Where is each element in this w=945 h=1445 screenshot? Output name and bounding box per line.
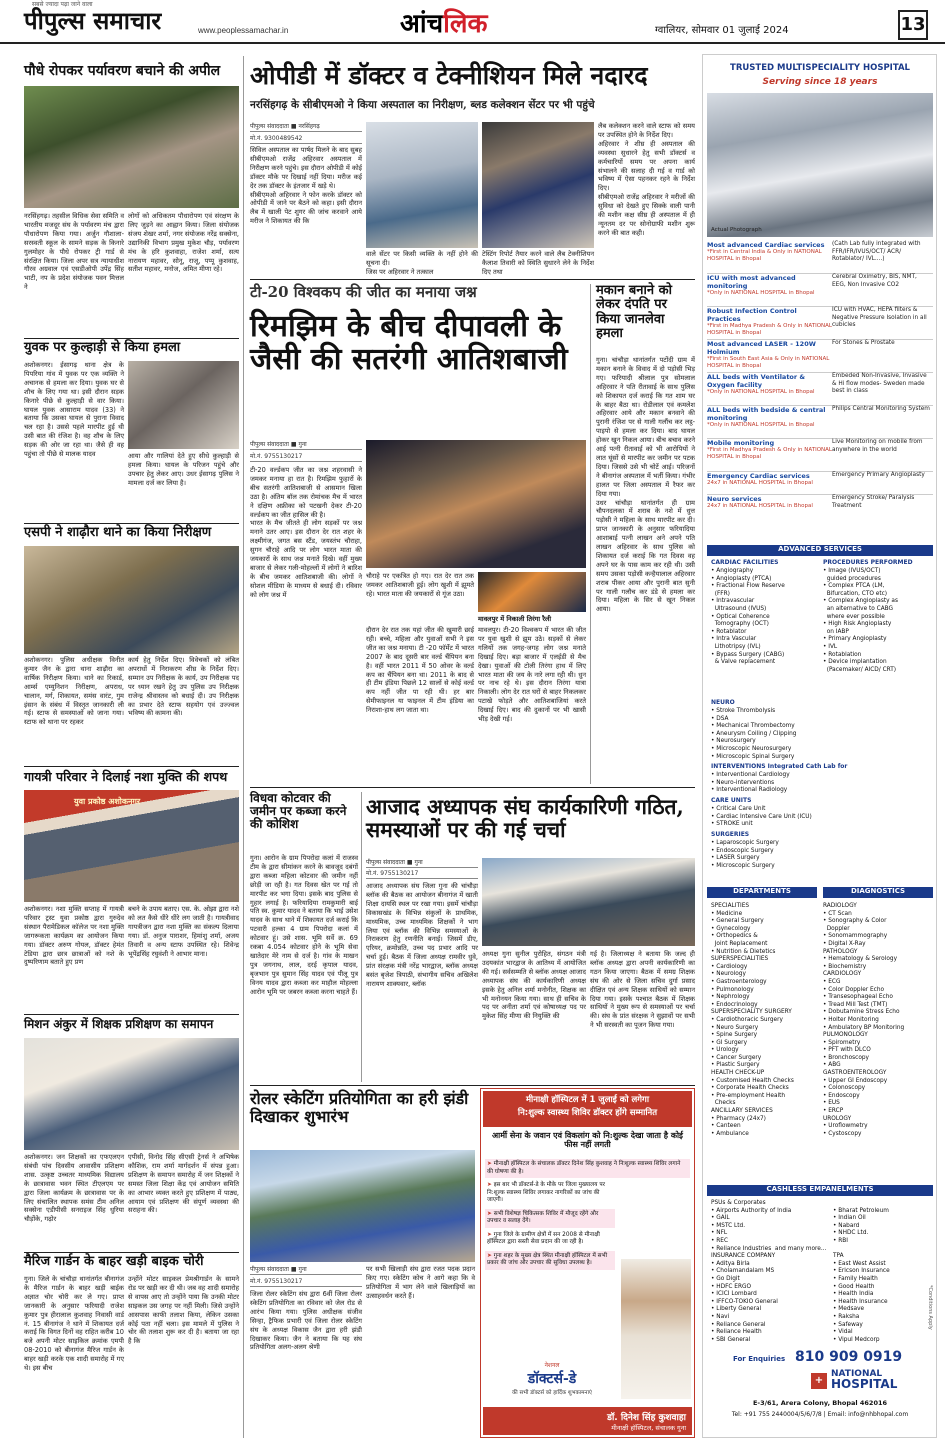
feature-desc: Live Monitoring on mobile from anywhere in the world: [832, 439, 923, 453]
address: E-3/61, Arera Colony, Bhopal 462016: [752, 1399, 888, 1407]
diagnostics-heading: DIAGNOSTICS: [823, 887, 933, 898]
feature-row: [707, 373, 933, 406]
point-text: सभी विशेषज्ञ चिकित्सक शिविर में मौजूद रहेंगे और उपचार व सलाह देंगे।: [487, 1210, 599, 1224]
bullet-icon: ➤: [487, 1161, 494, 1167]
enquiries-label: For Enquiries: [733, 1355, 786, 1363]
point-4: [485, 1230, 615, 1249]
feature-title: Most advanced Cardiac services: [707, 241, 825, 249]
feature-row: [707, 274, 933, 307]
opd-photo-1: [366, 122, 478, 248]
skating-photo: [250, 1150, 475, 1262]
doctor-name: डॉ. दिनेश सिंह कुशवाहा: [607, 1413, 686, 1423]
widow-body: गुना। आरोन के ग्राम पिपरोदा कलां में राजस्व टीम के द्वारा सीमांकन करने के बावजूद दबंगों द्वारा कब्जा महिला कोटवार की जमीन नहीं छोड़ी जा रही है। गत दिवस खेत पर गई तो मारपीट कर भगा दिया। इसके बाद पुलिस से गुहार लगाई है। फरियादिया रामकुमारी बाई पति स्व. कुमार यादव ने बताया कि भाई उसेश यादव के साथ थाने में शिकायत दर्ज कराई कि पटवारी हल्का 4 ग्राम पिपरोदा कलां में कोटवार हूं। उसे शास. भूमि सर्वे क्र. 69 रकबा 4.054 कोटवार होने के भूमि सेवा खातेदार मेरे नाम से दर्ज है। गांव के माखन पुत्र जगनाथ, लाल, दरई कृपाल यादव, बृजभान पुत्र सुमान सिंह यादव एवं पीलू पुत्र विनय यादव द्वारा कब्जा कर माहौल मोहल्ला आरोन भूमि पर जबरन कब्जा करना चाहते हैं।: [250, 854, 361, 996]
t20-col3: दौरान देर रात तक यहां जीत की खुमारी छाई रही। बच्चे, महिला और युवाओं सभी ने इस जीत का जश्न मनाया। टी -20 फॉर्मेट में भारत 2007 के बाद दूसरी बार वर्ल्ड चैंपियन बना है। वहीं भारत 2011 में 50 ओवर के वर्ल्ड कप का चैंपियन बना था। 2011 के बाद से ही टीम इंडिया पिछले 12 सालों से कोई वर्ल्ड कप नहीं जीत पा रही थी। हर बार सेमीफाइनल या फाइनल में टीम इंडिया का निराशा-हाथ लग जाता था।: [366, 626, 477, 715]
skating-mobile: मो.नं. 9755130217: [250, 1277, 362, 1287]
bullet-icon: ➤: [487, 1210, 494, 1217]
bullet-icon: ➤: [487, 1182, 494, 1188]
house-headline: मकान बनाने को लेकर दंपति पर किया जानलेवा हमला: [596, 283, 672, 341]
t20-mobile: मो.नं. 9755130217: [250, 452, 362, 462]
divider: [250, 279, 695, 280]
t20-headline: रिमझिम के बीच दीपावली के जैसी की सतरंगी आतिशबाजी: [250, 309, 568, 377]
section-title: [400, 4, 487, 40]
cardiac-heading: CARDIAC FACILITIES: [711, 559, 779, 566]
mission-headline: मिशन अंकुर में शिक्षक प्रशिक्षण का समापन: [24, 1017, 214, 1031]
tpa-list: • Bharat Petroleum • Indian Oil • Nabard • NHDC Ltd. • RBI TPA • East West Assist • Ericson Insurance • Family Health • Good Health • Health India • Health Insurance • Medsave • Raksha • Safeway • Vidal • Vipul Medcorp: [833, 1207, 890, 1343]
point-text: गुना शहर के मुख्य क्षेत्र स्थित मीनाक्षी हॉस्पिटल में सभी प्रकार की जांच और उपचार की सुविधा उपलब्ध है।: [487, 1252, 608, 1266]
azad-col1: आजाद अध्यापक संघ जिला गुना की चांचौड़ा ब्लॉक की बैठक का आयोजन बीनागंज में खाती शिक्षा दायसि स्थल पर रखा गया। इसमें चांचौड़ा विकासखंड के विभिन्न संकुलों के प्राथमिक, माध्यमिक, उच्च माध्यमिक शिक्षकों ने भाग लिया एवं ब्लॉक की विभिन्न समस्याओं के निराकरण हेतु रणनीति बनाई। जिसमें डीए, एरियर, क्रमोन्नति, उच्च पद प्रभार आदि पर चर्चा हुई। बैठक में जिला अध्यक्ष रामवीर धुवे, प्रांत संरक्षक मंत्री नरेंद्र भारद्वाज, ब्लॉक अध्यक्ष बसंत बृजेश त्रिपाठी, संभागीय सचिव अखिलेश नारायण शाक्यवार, ब्लॉक: [366, 882, 481, 988]
azad-headline: आजाद अध्यापक संघ कार्यकारिणी गठित, समस्याओं पर की गई चर्चा: [366, 794, 684, 843]
opd-mobile: मो.नं. 9300489542: [250, 134, 362, 144]
injured-man-photo: [128, 361, 239, 449]
procedures-heading: PROCEDURES PERFORMED: [823, 559, 913, 566]
point-3: [485, 1209, 615, 1228]
meenakshi-subhead: आर्मी सेना के जवान एवं विकलांग को नि:शुल्क देखा जाता है कोई फीस नहीं लगती: [492, 1130, 683, 1149]
feature-row: [707, 340, 933, 373]
cashless-heading: CASHLESS EMPANELMENTS: [707, 1185, 933, 1196]
gayatri-photo: [24, 790, 239, 902]
page-number: 13: [898, 10, 928, 40]
skating-byline: पीपुल्स संवाददाता ■ गुना: [250, 1265, 362, 1275]
feature-row: [707, 307, 933, 340]
mission-photo: [24, 1038, 239, 1150]
feature-note: *Only in NATIONAL HOSPITAL in Bhopal: [707, 290, 815, 296]
skating-headline: रोलर स्केटिंग प्रतियोगिता का हरी झंडी दिखाकर शुभारंभ: [250, 1089, 469, 1126]
enquiry-phone[interactable]: 810 909 0919: [795, 1349, 903, 1365]
feature-desc: (Cath Lab fully integrated with FFR/IFR/IVUS/OCT/ ACR/ Rotablator/ IVL....): [832, 241, 921, 262]
feature-note: 24x7 in NATIONAL HOSPITAL in Bhopal: [707, 480, 813, 486]
skating-col2: पर सभी खिलाड़ी संघ द्वारा रजत पदक प्रदान किए गए। स्केटिंग कोच ने आगे कहा कि वे प्रतियोगिता में भाग लेने वाले खिलाड़ियों का उत्साहवर्धन करते हैं।: [366, 1265, 478, 1300]
point-1: [485, 1159, 690, 1178]
cardiac-list: • Angiography • Angioplasty (PTCA) • Fractional Flow Reserve (FFR) • Intravascular Ultrasound (IVUS) • Optical Coherence Tomography (OCT) • Rotablator • Intra Vascular Lithotripsy (IVL) • Bypass Surgery (CABG) & Valve replacement: [711, 568, 785, 666]
widow-headline: विधवा कोटवार की जमीन पर कब्जा करने की कोशिश: [250, 791, 347, 832]
feature-note: *Only in NATIONAL HOSPITAL in Bhopal: [707, 422, 815, 428]
opd-col1: सिविल अस्पताल का पार्षद मिलने के बाद सुबह सीबीएमओ राजेंद्र अहिरवार अस्पताल में निरीक्षण करने पहुंचे। इस दौरान ओपीडी में कोई डॉक्टर मौके पर दिखाई नहीं दिया। मरीज कई देर तक डॉक्टर के इंतजार में खड़े थे। सीबीएमओ अहिरवार ने फोन करके डॉक्टर को ओपीडी में जाने पर बैठने को कहा। इसी दौरान लैब में खाली पेट शुगर की जांच करवाने आये मरीज ने शिकायत की कि: [250, 146, 362, 226]
feature-note: *First in South East Asia & Only in NATIONAL HOSPITAL in Bhopal: [707, 356, 830, 369]
axe-headline: युवक पर कुल्हाड़ी से किया हमला: [24, 340, 181, 355]
tree-headline: पौधे रोपकर पर्यावरण बचाने की अपील: [24, 63, 221, 79]
feature-row: [707, 241, 933, 274]
hospital-logo-icon: +: [811, 1373, 827, 1389]
greeting-big: डॉक्टर्स-डे: [527, 1371, 577, 1387]
feature-desc: Embeded Non-Invasive, Invasive & Hi flow modes- Sweden made best in class: [832, 373, 927, 394]
banner-line-2: नि:शुल्क स्वास्थ्य शिविर डॉक्टर होंगे सम्मानित: [517, 1108, 658, 1118]
surgeries-heading: SURGERIES: [711, 831, 750, 838]
feature-desc: Cerebral Oximetry, BIS, NMT, EEG, Non Invasive CO2: [832, 274, 917, 288]
national-hospital-ad: [702, 54, 937, 1438]
celebration-photo-2: [478, 572, 586, 612]
procedures-list: • Image (IVUS/OCT) guided procedures • Complex PTCA (LM, Bifurcation, CTO etc) • Complex Angioplasty as an alternative to CABG where ever possible • High Risk Angioplasty on IABP • Primary Angioplasty • IVL • Rotablation • Device implantation (Pacemaker/ AICD/ CRT): [823, 568, 898, 673]
t20-col1: टी-20 वर्ल्डकप जीत का जश्न शहरवासी ने जमकर मनाया हा रात है। रिमझिम फुहारों के बीच सतरंगी आतिशबाजी से आसमान खिला उठा है। अंतिम बॉल तक रोमांचक मैच में भारत ने दक्षिण अफ्रीका को पटखनी देकर टी-20 वर्ल्डकप का जीत हासिल की है। भारत के मैच जीतते ही लोग सड़कों पर जश्न मनाने उतर आए। इस दौरान देर रात शहर के लक्ष्मीगंज, जगत बस स्टैंड, जयस्तंभ चौराहा, सुगन चौराहे आदि पर लोग भारत माता की जयकारों के साथ जश्न मनाते दिखे। वहीं मुख्य बाजार से लेकर गली-मोहल्लों में लोगों ने बारिश के बीच जमकर आतिशबाजी की। लोगों ने सोशल मीडिया के माध्यम से बधाई दी। रविवार को लोग जश्न में: [250, 466, 362, 599]
feature-row: [707, 472, 933, 495]
bullet-icon: ➤: [487, 1252, 494, 1259]
opd-col5: लैब कलेक्शन करने वाले स्टाफ को समय पर उपस्थित होने के निर्देश दिए। अहिरवार ने शीघ्र ही अस्पताल की व्यवस्था सुधारने हेतु सभी डॉक्टर्स व कर्मचारियों समय पर अपना कार्य संभालने की सलाह दी गई व गार्ड को भविष्य में ऐसा पहनकर रहने के निर्देश दिए। सीबीएमओ राजेंद्र अहिरवार ने मरीजों की सुविधा को देखते हुए सिक्के वाली पानी की मशीन कक्ष सीघ्र ही अस्पताल में ही न्यूनतम दर पर सोनोग्राफी मशीन शुरू करने की बात कही।: [598, 122, 695, 237]
departments-list: SPECIALITIES • Medicine • General Surgery • Gynecology • Orthopedics & Joint Replacement • Nutrition & Dietetics SUPERSPECIALITIES • Cardiology • Neurology • Gastroenterology • Pulmonology • Nephrology • Endocrinology SUPERSPECIALITY SURGERY • Cardiothoracic Surgery • Neuro Surgery • Spine Surgery • GI Surgery • Urology • Cancer Surgery • Plastic Surgery HEALTH CHECK-UP • Customised Health Checks • Corporate Health Checks • Pre-employment Health Checks ANCILLARY SERVICES • Pharmacy (24x7) • Canteen • Ambulance: [711, 903, 794, 1137]
departments-heading: DEPARTMENTS: [707, 887, 817, 898]
feature-title: Robust Infection Control Practices: [707, 307, 797, 323]
feature-row: [707, 406, 933, 439]
t20-kicker: टी-20 विश्वकप की जीत का मनाया जश्न: [250, 283, 477, 301]
feature-desc: Philips Central Monitoring System: [832, 406, 930, 412]
tiranga-caption: मावलपुर में निकाली तिरंगा रैली: [478, 615, 552, 623]
opd-byline: पीपुल्स संवाददाता ■ नरसिंहगढ़: [250, 122, 362, 132]
feature-title: ALL beds with bedside & central monitoring: [707, 406, 826, 422]
gayatri-body: अशोकनगर। नशा मुक्ति सप्ताह में गायत्री परिवार ट्रस्ट युवा प्रकोष्ठ द्वारा गुरुदेव संस्थान पैरामेडिकल कॉलेज पर नशा मुक्ति जागरूकता कार्यक्रम का आयोजन किया गया। डॉक्टर अरुण गोयल, डॉक्टर हेमंत टेडिया द्वारा छात्र छात्राओं को नशे के दुष्परिणाम बताते हुए प्रण: [24, 905, 127, 967]
bullet-icon: ➤: [487, 1231, 494, 1238]
brand-small: NATIONAL: [831, 1369, 883, 1379]
feature-note: *Only in NATIONAL HOSPITAL in Bhopal: [707, 389, 815, 395]
newspaper-logo: पीपुल्स समाचार: [24, 6, 162, 35]
divider: [24, 1252, 239, 1253]
house-body: गुना। चांचौड़ा थानांतर्गत पटोंदी ग्राम में मकान बनाने के विवाद में दो पड़ोसी भिड़ गए। फरियादी श्रीलाल पुत्र सोमलाल अहिरवार ने पति रीतावाई के साथ पुलिस को शिकायत दर्ज कराई कि गत शाम घर के बाहर बैठा था। रोडीलाल एवं कमलेश अहिरवार आये और मकान बनवाने की पुरानी रंजिश पर से गाली गलौंच कर लट्ठ-पाइपो से हमला कर दिया। बाद घायल होकर खून निकल आया। बीच बचाव करने आई पत्नी रीतावाई को भी आरोपियों ने लात घूंसों से मारपीट कर जमीन पर पटक दिया। जिससे उसे भी चोटें आई। परिजनों ने बीनागंज अस्पताल में भर्ती किया। गंभीर हालत पर जिला अस्पताल में रैफर कर दिया गया। उधर चांचौड़ा थानांतर्गत ही ग्राम चौपनदलका में शराब के नशे में धुत्त पड़ोसी ने महिला के साथ मारपीट कर दी। प्राप्त जानकारी के अनुसार फरियादिया आशाबाई पत्नी लाखन अने अपने पति लाखन अहिरवार के साथ पुलिस को शिकायत दर्ज कराई कि गत दिवस वह अपने घर के पास काम कर रही थी। उसी समय उसका पड़ोसी कन्हैयालाल अहिरवार शराब पीकर आया और पुरानी बात सुनी पर गाली गलौच कर डंडे से हमला कर दिया। महिला के सिर से खून निकल आया।: [596, 356, 695, 614]
photo-banner-text: युवा प्रकोष्ठ अशोकनगर: [74, 797, 141, 806]
features-list: [707, 241, 933, 541]
meenakshi-hospital-box: [480, 1088, 695, 1438]
feature-title: Emergency Cardiac services: [707, 472, 810, 480]
mission-body-2: एपीसी, विनोद सिंह सीएसी ट्रेनर्स ने अभिषेक कौशिक, राम शर्मा मार्गदर्शन में संपन्न हुआ। प्रशिक्षण के समापन समारोह में जन शिक्षकों ने समस्त जिला शिक्षा केंद्र एवं आयोजन समिति का आभार व्यक्त करते हुए प्रशिक्षण में पाठ्य, आयाम एवं प्रशिक्षण की संपूर्ण व्यवस्था की सराहना की।: [128, 1153, 242, 1215]
greeting-small: नेशनल: [544, 1362, 560, 1369]
opd-col4: टेस्टिंग रिपोर्ट तैयार करने वाले लैब टेक्नीशियन कैलाश तिवारी को स्थिति सुधारने लेने के निर्देश दिए तथा: [482, 250, 597, 276]
section-prefix: आंच: [400, 9, 444, 39]
column-divider: [243, 56, 244, 1438]
feature-desc: For Stones & Prostate: [832, 340, 895, 346]
bike-body-2: उन्होंने मोटर साइकल प्रेमश्रीगार्डन के सामने रोड पर खड़ी कर दी थी। जब वह शादी समारोह से वापस आए तो उन्होंने पाया कि उनकी मोटर साइकल उस जगह पर नहीं मिली। जिसे उन्होंने आसपास काफी तलाश किया, लेकिन उसका कोई पता नहीं चला। इस मामले में पुलिस ने चोर की तलाश शुरू कर दी है। बताया जा रहा है कि: [128, 1275, 242, 1346]
azad-group-photo: [482, 858, 695, 946]
diagnostics-list: RADIOLOGY • CT Scan • Sonography & Color Doppler • Sonomammography • Digital X-Ray PATHOLOGY • Hematology & Serology • Biochemistry CARDIOLOGY • ECG • Color Doppler Echo • Transesophageal Echo • Tread Mill Test (TMT) • Dobutamine Stress Echo • Holter Monitoring • Ambulatory BP Monitoring PULMONOLOGY • Spirometry • PFT with DLCO • Bronchoscopy • ABG GASTROENTEROLOGY • Upper GI Endoscopy • Colonoscopy • Endoscopy • EUS • ERCP UROLOGY • Uroflowmetry • Cystoscopy: [823, 903, 905, 1137]
feature-desc: ICU with HVAC, HEPA filters & Negative Pressure Isolation in all cubicles: [832, 307, 927, 328]
column-divider: [361, 792, 362, 1082]
neuro-list: • Stroke Thrombolysis • DSA • Mechanical Thrombectomy • Aneurysm Coiling / Clipping • Neurosurgery • Microscopic Neurosurgery • Microscopic Spinal Surgery: [711, 708, 797, 760]
interventions-list: • Interventional Cardiology • Neuro-interventions • Interventional Radiology: [711, 772, 790, 794]
opd-col3: वाले सेंटर पर किसी व्यक्ति के नहीं होने की सूचना दी। जिस पर अहिरवार ने तत्काल: [366, 250, 478, 276]
feature-note: *First in Central India & Only in NATIONAL HOSPITAL in Bhopal: [707, 249, 822, 262]
axe-body-2: आया और गालियां देते हुए सीधे कुल्हाड़ी से हमला किया। घायल के परिजन पहुंचे और उपचार हेतु लेकर आए। उधर ईसागढ़ पुलिस ने मामला दर्ज कर लिया है।: [128, 452, 242, 487]
tree-body-2: लोगों को अधिकतम पौधारोपण एवं संरक्षण के लिए जुड़ने का आह्वान किया। जिला संयोजक संजय शेखर शर्मा, नगर संयोजक नरेंद्र सक्सेना, उद्यानिकी विभाग प्रमुख मुकेश चौड़, पर्यावरण मंच के हरि कुशवाहा, राजेश शर्मा, सत्य नारायण महावर, सोनू, राजू, पप्पू कुशवाह, सतीश महावर, मनोज, अमित मीणा रहे।: [128, 212, 242, 274]
feature-row: [707, 439, 933, 472]
opd-subhead: नरसिंहगढ़ के सीबीएमओ ने किया अस्पताल का निरीक्षण, ब्लड कलेक्शन सेंटर पर भी पहुंचे: [250, 99, 595, 111]
feature-desc: Emergency Stroke/ Paralysis Treatment: [832, 495, 915, 509]
gayatri-body-2: बचने के उपाय बताए। एस. के. ओझा द्वारा नशे को लत कैसे धीरे धीरे लग जाती है। गायत्रीवाद गायत्रीजन द्वारा नशा मुक्ति का संकल्प दिलाया गया। डॉ. अनुज पाराशर, हिमांशु शर्मा, अजय तिवारी व अन्य स्टाफ उपस्थित रहे। शिवेन्द्र भूपेंद्रसिंह रघुवंशी ने आभार माना।: [128, 905, 242, 958]
mission-body: अशोकनगर। जन शिक्षकों का एफएलएन संबंधी पांच दिवसीय आवासीय प्रशिक्षण शास. उत्कृष्ट उच्चतर माध्यमिक विद्यालय के छात्रावास भवन स्थित टीएलएम पर द्वारा जिला कार्यक्रम के छात्रावास पर के लिए संचालित स्थापक समंस टीम अनिल सक्सेना एडीपीसी सनराइज सिंह धुरिया चौड़ोंके, गढ़ोर: [24, 1153, 127, 1224]
sp-inspection-photo: [24, 546, 239, 654]
point-5: [485, 1251, 615, 1270]
care-units-list: • Critical Care Unit • Cardiac Intensive Care Unit (ICU) • STROKE unit: [711, 806, 812, 828]
divider: [24, 523, 239, 524]
sp-headline: एसपी ने शाढ़ौरा थाने का किया निरीक्षण: [24, 525, 212, 540]
dateline: ग्वालियर, सोमवार 01 जुलाई 2024: [655, 25, 789, 36]
axe-body: अशोकनगर। ईसागढ़ थाना क्षेत्र के पिपरिया गांव में युवक पर एक व्यक्ति ने अचानक से हमला कर दिया। युवक घर से शौच के लिए गया था। इसी दौरान सड़क किनारे पीछे से कुल्हाड़ी से वार किया। घायल युवक आसाराम यादव (33) ने बताया कि उसका घायल से पुराना विवाद चल रहा है। उससे पहले मारपीट हुई थी उसी बात की रंजिश है। वह शौच के लिए सड़क की ओर जा रहा था। जैसे ही वह पहुंचा तो पीछे से मालक यादव: [24, 361, 127, 459]
feature-title: Most advanced LASER - 120W Holmium: [707, 340, 816, 356]
divider: [24, 338, 239, 339]
surgeries-list: • Laparoscopic Surgery • Endoscopic Surgery • LASER Surgery • Microscopic Surgery: [711, 840, 779, 869]
t20-col4: मावलपुर। टी-20 विश्वकप में भारत की जीत पर युवा खुशी से झूम उठे। सड़कों से लेकर गलियों तक जगह-जगह लोग जश्न मनाते दिखाई दिए। बड़ा बाजार में एलईडी से मैच देखा। युवाओं की टोली तिरंगा हाथ में लिए भारत माता की जय के नारे लगा रही थी। धुन पर नाच रहे थे। इस दौरान तिरंगा यात्रा निकाली। लोग देर रात घरों से बाहर निकलकर पटाखे फोड़ते और आतिशबाजियां करते दिखाई दिए। बाद की दुकानों पर भी खासी भीड़ देखी गई।: [478, 626, 589, 724]
interventions-heading: INTERVENTIONS Integrated Cath Lab for: [711, 763, 848, 770]
doctors-day-greeting: [487, 1361, 617, 1405]
brand-block: [831, 1369, 931, 1395]
celebration-photo-1: [366, 440, 586, 568]
cath-lab-photo: [707, 93, 933, 237]
feature-title: Mobile monitoring: [707, 439, 775, 447]
doctor-portrait: [621, 1259, 691, 1399]
azad-mobile: मो.नं. 9755130217: [366, 869, 478, 879]
doctor-nameplate: [483, 1407, 692, 1435]
feature-title: ALL beds with Ventilator & Oxygen facility: [707, 373, 806, 389]
meenakshi-banner: [483, 1091, 692, 1127]
tree-plantation-photo: [24, 86, 239, 208]
bike-headline: मैरिज गार्डन के बाहर खड़ी बाइक चोरी: [24, 1254, 204, 1269]
azad-col4: गई है। जिलाध्यक्ष ने बताया कि जल्द ही ब्लॉक अध्यक्ष द्वारा अपनी कार्यकारिणी का गठन किया जाएगा। बैठक में समग्र शिक्षक संघ की ओर से जिला सचिव दुर्गा प्रसाद दीक्षित एवं अन्य शिक्षक साथियों को सम्मान दिया गया। इसके पश्चात बैठक में शिक्षक साथियों ने मुख्य रूप से समस्याओं पर चर्चा की। संघ के प्रांत संरक्षक ने सुझावों पर सभी ने भी सरस्वती का पूजन किया गया।: [590, 950, 698, 1030]
feature-note: *First in Madhya Pradesh & Only in NATIONAL HOSPITAL in Bhopal: [707, 323, 832, 336]
psu-list: PSUs & Corporates • Airports Authority of India • GAIL • MSTC Ltd. • NFL • REC • Reliance Industries and many more... INSURANCE COMPANY • Aditya Birla • Cholamandalam MS • Go Digit • HDFC ERGO • ICICI Lombard • IFFCO-TOKIO General • Liberty General • Navi • Reliance General • Reliance Health • SBI General: [711, 1200, 827, 1343]
feature-desc: Emergency Primary Angioplasty: [832, 472, 925, 478]
advanced-services-heading: ADVANCED SERVICES: [707, 545, 933, 556]
point-text: गुना जिले के ग्रामीण क्षेत्रों में सन 2008 से मीनाक्षी हॉस्पिटल द्वारा सस्ती सेवा प्रदान की जा रही है।: [487, 1231, 600, 1245]
t20-col2: चौराहे पर एकत्रित हो गए। रात देर रात तक जमकर आतिशबाजी हुई। लोग खुशी में झूमते रहे। भारत माता की जयकारों से गूंज उठा।: [366, 572, 477, 598]
section-suffix: लिक: [443, 9, 488, 39]
feature-row: [707, 495, 933, 519]
ad-tagline: Serving since 18 years: [762, 77, 878, 87]
sp-body: अशोकनगर। पुलिस अधीक्षक विनीत कुमार जैन के द्वारा थाना शाढ़ौरा का वार्षिक निरीक्षण किया। थाने का रिकार्ड, आर्म्स एम्युनिशन निरीक्षण, अपराध, चालान, मर्ग, शिकायत, समंस वारंट, गुम इंसान के संबंध में विस्तृत जानकारी ली गई। स्टाफ से समस्याओं को जाना गया। स्टाफ को थाना पर रहकर: [24, 656, 127, 727]
skating-col1: जिला रोलर स्केटिंग संघ द्वारा 6वीं जिला रोलर स्केटिंग प्रतियोगिता का रविवार को जेल रोड से आरंभ किया गया। पुलिस अधीक्षक संजीव सिन्हा, ट्रैफिक प्रभारी एवं जिला रोलर स्केटिंग संघ के अध्यक्ष विकास जैन द्वारा हरी झंडी दिखाकर किया। जैन ने बताया कि यह संघ प्रतियोगिता अलग-अलग श्रेणी: [250, 1290, 365, 1352]
divider: [250, 1085, 695, 1086]
point-2: [485, 1180, 615, 1207]
bike-body: गुना। जिले के चांचौड़ा थानांतर्गत बीनागंज के मैरिज गार्डन के बाहर खड़ी बाईक अज्ञात चोर चोरी कर ले गए। प्राप्त जानकारी के अनुसार फरियादी राजेश कुमार पुत्र हीरालाल कुशवाह निवासी वार्ड नं. 15 बीनागंज ने थाने में शिकायत दर्ज कराई कि विगत दिनों वह राहित करीब 10 बजे अपनी मोटर साइकिल क्रमांक एमपी 08-2010 को बीनागंज मैरिज गार्डन के बाहर खड़ी करके एक शादी समारोह में गए थे। इस बीच: [24, 1275, 127, 1373]
feature-title: Neuro services: [707, 495, 762, 503]
azad-col3: अध्यक्ष गुना सुनील पुरोहित, संगठन मंत्री उदयकांत भारद्वाज के आतिथ्य में आयोजित की गई। सर्वसम्मति से ब्लॉक अध्यक्ष आजाद अध्यापक संघ की कार्यकारिणी अध्यक्ष इसके हेतु अनिल शर्मा मनोनीत, शिक्षक का भी मनोनयन किया गया। साथ ही सचिव के पद पर अनीता शर्मा एवं कोषाध्यक्ष पद पर मुकेश सिंह मीणा की नियुक्ति की: [482, 950, 589, 1021]
azad-byline: पीपुल्स संवाददाता ■ गुना: [366, 858, 478, 868]
neuro-heading: NEURO: [711, 699, 735, 706]
photo-caption: Actual Photograph: [711, 227, 762, 233]
opd-headline: ओपीडी में डॉक्टर व टेक्नीशियन मिले नदारद: [250, 61, 648, 90]
sp-body-2: कार्य हेतु निर्देश दिए। विवेचकों को लंबित अपराधों में निराकरण शीघ्र के निर्देश दिए। सम्मान उप निरीक्षक के कार्य, उप निरीक्षक पद पर ध्यान रखने हेतु उप पुलिस उप निरीक्षक राजेन्द्र श्रीवास्तव को बधाई दी। उप निरीक्षक का प्रभार देते स्टाफ सहयोग एवं उज्ज्वल भविष्य की कामना की।: [128, 656, 242, 718]
greeting-sub: की सभी डॉक्टर्स को हार्दिक शुभकामनाएं: [512, 1390, 592, 1396]
contact-line[interactable]: Tel: +91 755 2440004/5/6/7/8 | Email: info@nhbhopal.com: [731, 1411, 909, 1418]
gayatri-headline: गायत्री परिवार ने दिलाई नशा मुक्ति की शपथ: [24, 769, 228, 784]
conditions-note: *Conditions Apply: [927, 1285, 933, 1330]
feature-note: 24x7 in NATIONAL HOSPITAL in Bhopal: [707, 503, 813, 509]
care-units-heading: CARE UNITS: [711, 797, 752, 804]
banner-line-1: मीनाक्षी हॉस्पिटल में 1 जुलाई को लगेगा: [525, 1095, 650, 1105]
point-text: मीनाक्षी हॉस्पिटल के संचालक डॉक्टर दिनेश सिंह कुशवाह ने निःशुल्क स्वास्थ्य शिविर लगाने की घोषणा की है।: [487, 1161, 681, 1175]
column-divider: [590, 284, 591, 784]
feature-title: ICU with most advanced monitoring: [707, 274, 796, 290]
divider: [250, 787, 695, 788]
tagline: सबसे ज्यादा पढ़ा जाने वाला: [32, 1, 93, 8]
ad-title: TRUSTED MULTISPECIALITY HOSPITAL: [730, 63, 910, 73]
doctor-title: मीनाक्षी हॉस्पिटल, संचालक गुना: [611, 1424, 686, 1432]
feature-note: *First in Madhya Pradesh & Only in NATIONAL HOSPITAL in Bhopal: [707, 447, 832, 460]
point-text: इस बार भी डॉक्टर्स-डे के मौके पर जिला मुख्यालय पर नि:शुल्क स्वास्थ्य शिविर लगाकर नागरिकों का जांच की जाएगी।: [487, 1182, 606, 1203]
t20-byline: पीपुल्स संवाददाता ■ गुना: [250, 440, 362, 450]
opd-photo-2: [482, 122, 594, 248]
tree-body: नरसिंहगढ़। तहसील विधिक सेवा समिति व भारतीय मजदूर संघ के पर्यावरण मंच द्वारा पौधारोपण किया गया। अर्जुन गौशाला-सरस्वती स्कूल के सामने सड़क के किनारे गुलमोहर के पौधे रोपकर ट्री गार्ड से संरक्षित किया। जिला अपर सत्र न्यायाधीश गौरव अग्रवाल एवं एसडीओपी उपेंद्र सिंह भाटी, नप के प्रदेश संयोजक पवन मित्तल ने: [24, 212, 127, 292]
divider: [24, 1014, 239, 1015]
brand-big: HOSPITAL: [831, 1377, 898, 1391]
website[interactable]: www.peoplessamachar.in: [198, 26, 289, 35]
divider: [24, 766, 239, 767]
masthead: [0, 0, 945, 44]
